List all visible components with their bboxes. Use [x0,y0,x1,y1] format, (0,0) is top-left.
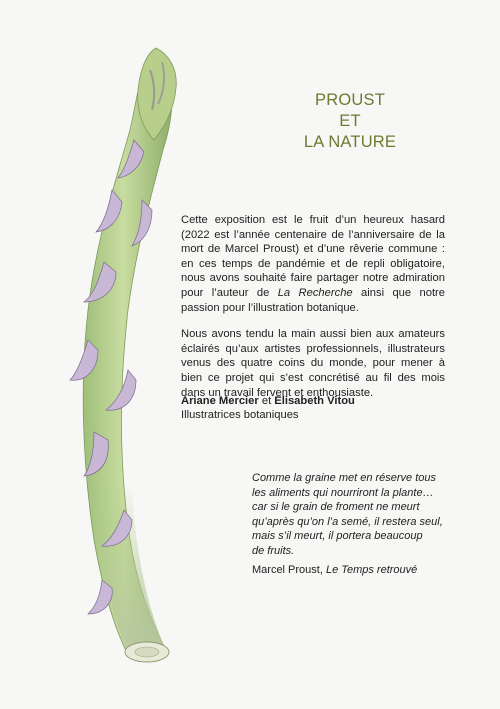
quote-line: qu’après qu’on l’a semé, il restera seul, [252,515,443,528]
quote-line: car si le grain de froment ne meurt [252,501,420,514]
book-title: La Recherche [277,286,353,299]
author-name-2: Elisabeth Vitou [274,395,355,407]
signature-role: Illustratrices botaniques [181,409,299,422]
author-name-1: Ariane Mercier [181,395,259,407]
proust-quote [252,471,452,559]
signature [181,394,355,423]
page-title [290,90,410,153]
title-line-3: LA NATURE [303,133,397,151]
quote-line: mais s’il meurt, il portera beaucoup [252,530,423,543]
asparagus-illustration [58,40,198,670]
quote-line: de fruits. [252,544,295,557]
intro-paragraph-1 [181,213,445,315]
quote-citation [252,563,417,577]
quote-line: Comme la graine met en réserve tous [252,472,437,484]
title-line-1: PROUST [315,91,385,109]
quote-line: les aliments qui nourriront la plante… [252,486,434,499]
signature-conjunction: et [258,395,275,407]
intro-p1-end: ainsi que notre passion pour l’illustration botanique. [181,286,446,314]
intro-p1-text: Cette exposition est le fruit d’un heureux hasard (2022 est l’année centenaire de l’anniversaire de la mort de Marcel Proust) et d’une rêverie commune : en ces temps de pandémie et de repli obligatoire, nous avons souhaité faire partager notre admiration pour l’auteur de [181,214,445,299]
signature-names [181,394,355,408]
intro-paragraph-2: Nous avons tendu la main aussi bien aux amateurs éclairés qu’aux artistes professionnels, illustrateurs venus des quatre coins du monde, pour mener à bien ce projet qui s’est concrétisé au fil des mois dans un travail fervent et enthousiaste. [181,328,445,399]
title-line-2: ET [339,112,361,130]
quote-author: Marcel Proust, [252,564,326,576]
intro-text [181,213,445,412]
quote-work-title: Le Temps retrouvé [325,564,418,576]
